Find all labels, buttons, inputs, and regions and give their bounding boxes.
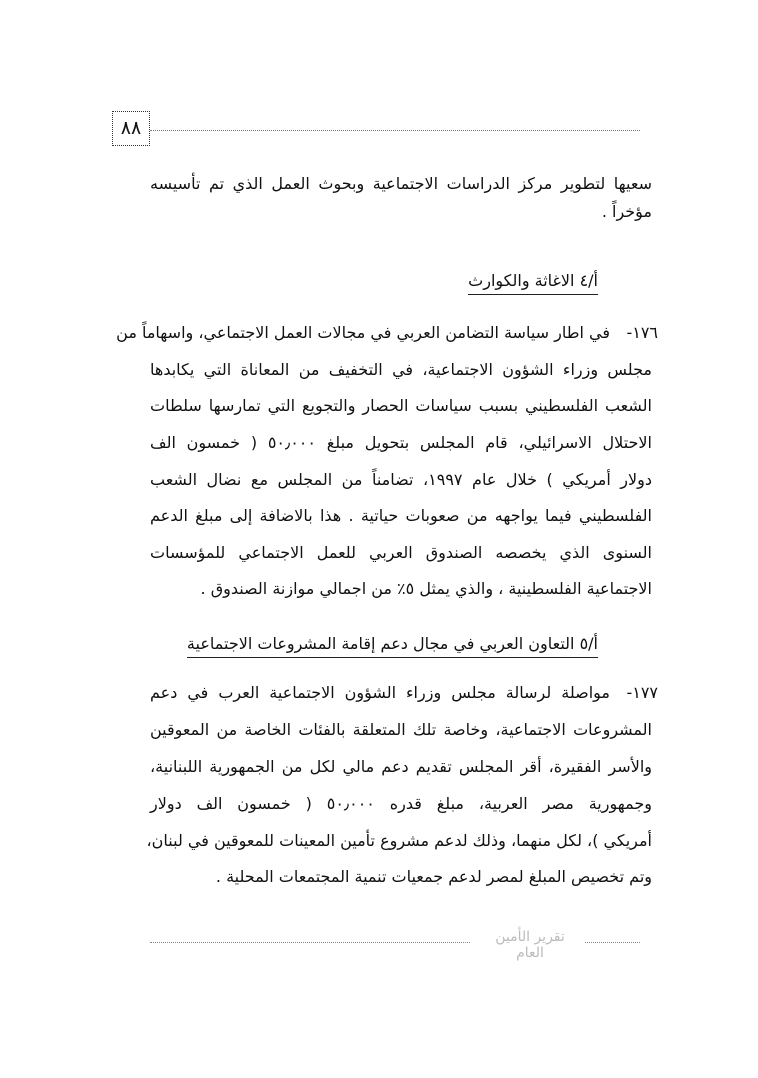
paragraph-line: مجلس وزراء الشؤون الاجتماعية، في التخفيف من المعاناة التي يكابدها xyxy=(150,360,652,379)
paragraph-number: ١٧٦- xyxy=(626,323,658,342)
page-number: ٨٨ xyxy=(112,111,150,146)
header-divider xyxy=(150,130,640,131)
paragraph-line: دولار أمريكي ) خلال عام ١٩٩٧، تضامناً من المجلس مع نضال الشعب xyxy=(150,470,653,489)
paragraph-line: وجمهورية مصر العربية، مبلغ قدره ٥٠٫٠٠٠ ( خمسون الف دولار xyxy=(150,794,652,813)
section-heading-5: أ/٥ التعاون العربي في مجال دعم إقامة المشروعات الاجتماعية xyxy=(187,633,598,658)
footer-divider xyxy=(585,942,640,943)
paragraph-line: وتم تخصيص المبلغ لمصر لدعم جمعيات تنمية المجتمعات المحلية . xyxy=(215,867,652,886)
paragraph-number: ١٧٧- xyxy=(626,683,658,702)
footer-divider xyxy=(150,942,470,943)
intro-line: سعيها لتطوير مركز الدراسات الاجتماعية وبحوث العمل الذي تم تأسيسه xyxy=(150,174,652,193)
paragraph-line: المشروعات الاجتماعية، وخاصة تلك المتعلقة بالفئات الخاصة من المعوقين xyxy=(150,720,652,739)
paragraph-line: الفلسطيني فيما يواجهه من صعوبات حياتية . هذا بالاضافة إلى مبلغ الدعم xyxy=(150,506,652,525)
section-heading-4: أ/٤ الاغاثة والكوارث xyxy=(468,270,598,295)
paragraph-line: السنوى الذي يخصصه الصندوق العربي للعمل الاجتماعي للمؤسسات xyxy=(150,543,652,562)
paragraph-line: أمريكي )، لكل منهما، وذلك لدعم مشروع تأمين المعينات للمعوقين في لبنان، xyxy=(146,831,652,850)
paragraph-line: في اطار سياسة التضامن العربي في مجالات العمل الاجتماعي، واسهاماً من xyxy=(116,323,610,342)
paragraph-line: الشعب الفلسطيني بسبب سياسات الحصار والتجويع التي تمارسها سلطات xyxy=(150,396,652,415)
intro-line: مؤخراً . xyxy=(601,202,652,221)
paragraph-line: والأسر الفقيرة، أقر المجلس تقديم دعم مالي لكل من الجمهورية اللبنانية، xyxy=(150,757,652,776)
paragraph-line: الاجتماعية الفلسطينية ، والذي يمثل ٥٪ من اجمالي موازنة الصندوق . xyxy=(200,579,652,598)
paragraph-line: الاحتلال الاسرائيلي، قام المجلس بتحويل مبلغ ٥٠٫٠٠٠ ( خمسون الف xyxy=(150,433,653,452)
footer-title: تقرير الأمين العام xyxy=(495,929,565,961)
paragraph-line: مواصلة لرسالة مجلس وزراء الشؤون الاجتماعية العرب في دعم xyxy=(150,683,610,702)
